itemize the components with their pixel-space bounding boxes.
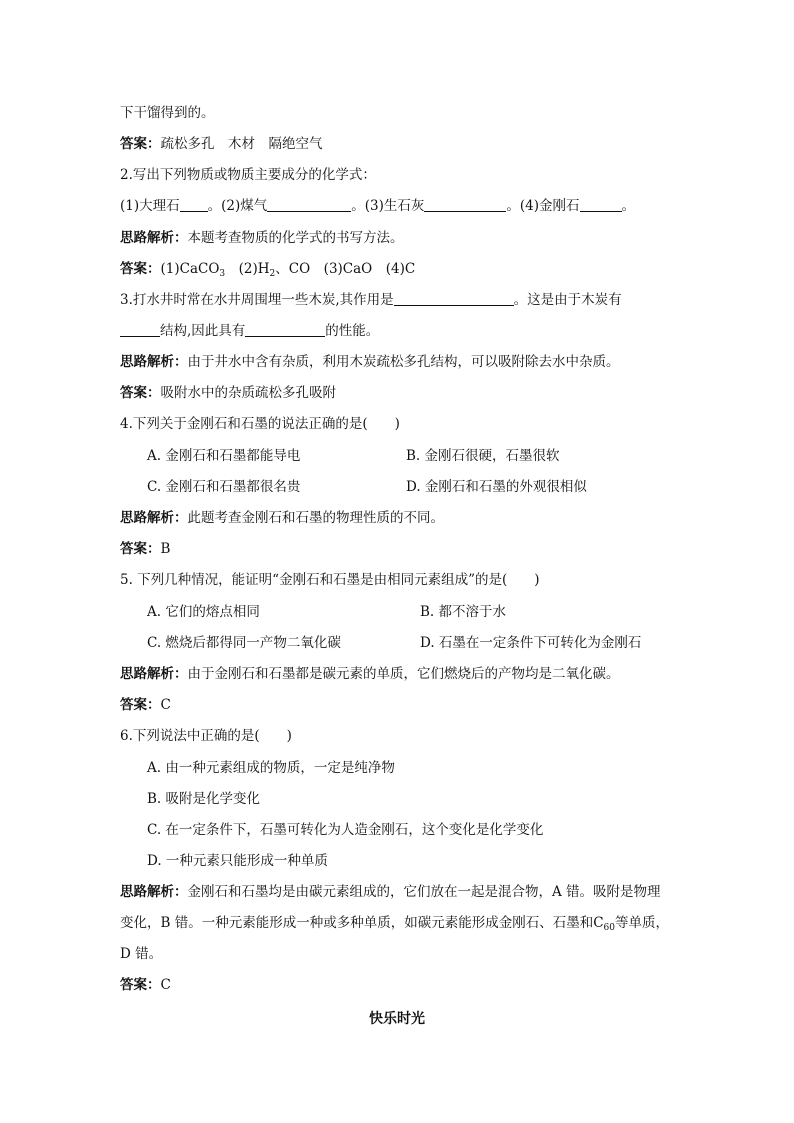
option-d bbox=[420, 633, 641, 653]
option-text: B. 金刚石很硬，石墨很软 bbox=[406, 448, 560, 464]
explanation-line-cont bbox=[120, 944, 162, 964]
answer-text: 疏松多孔 木材 隔绝空气 bbox=[160, 136, 323, 152]
explanation-label: 思路解析： bbox=[120, 510, 188, 526]
blank-prompt: 。(2)煤气 bbox=[207, 198, 268, 214]
question-3-cont bbox=[120, 321, 379, 341]
question-text: 。这是由于木炭有 bbox=[513, 292, 622, 308]
explanation-line bbox=[120, 664, 620, 684]
answer-text: (1)CaCO bbox=[160, 261, 220, 277]
answer-line bbox=[120, 134, 323, 154]
answer-text: 、CO (3)CaO (4)C bbox=[275, 261, 416, 277]
subscript: 60 bbox=[603, 923, 615, 933]
explanation-text: 此题考查金刚石和石墨的物理性质的不同。 bbox=[187, 510, 444, 526]
question-3 bbox=[120, 290, 622, 310]
question-text: 4.下列关于金刚石和石墨的说法正确的是( ) bbox=[120, 416, 400, 432]
fill-blank bbox=[267, 197, 351, 212]
question-text: 2.写出下列物质或物质主要成分的化学式： bbox=[120, 167, 376, 183]
option-a bbox=[147, 602, 260, 622]
fill-blank bbox=[120, 322, 160, 337]
explanation-text: 本题考查物质的化学式的书写方法。 bbox=[187, 230, 404, 246]
option-text: A. 金刚石和石墨都能导电 bbox=[147, 448, 301, 464]
question-text: 的性能。 bbox=[325, 323, 380, 339]
blank-prompt: (1)大理石 bbox=[120, 198, 180, 214]
answer-text: C bbox=[160, 697, 171, 713]
fill-blank bbox=[580, 197, 622, 212]
option-text: C. 金刚石和石墨都很名贵 bbox=[147, 479, 301, 495]
option-b bbox=[420, 602, 506, 622]
option-c bbox=[147, 820, 543, 840]
explanation-line bbox=[120, 882, 661, 902]
option-d bbox=[147, 851, 328, 871]
section-title: 快乐时光 bbox=[369, 1011, 425, 1027]
fill-blank bbox=[245, 322, 325, 337]
subscript: 2 bbox=[269, 269, 276, 279]
question-6 bbox=[120, 726, 292, 746]
option-c bbox=[147, 633, 341, 653]
explanation-label: 思路解析： bbox=[120, 666, 188, 682]
option-text: D. 石墨在一定条件下可转化为金刚石 bbox=[420, 635, 642, 651]
option-b bbox=[406, 446, 560, 466]
explanation-text: 由于金刚石和石墨都是碳元素的单质，它们燃烧后的产物均是二氧化碳。 bbox=[187, 666, 620, 682]
question-2-blanks bbox=[120, 196, 635, 216]
question-text: 5. 下列几种情况，能证明“金刚石和石墨是由相同元素组成”的是( ) bbox=[120, 572, 540, 588]
answer-label: 答案： bbox=[120, 261, 161, 277]
explanation-line bbox=[120, 352, 620, 372]
option-text: A. 由一种元素组成的物质，一定是纯净物 bbox=[147, 760, 395, 776]
text-line bbox=[120, 103, 215, 123]
option-d bbox=[406, 477, 587, 497]
fill-blank bbox=[180, 197, 208, 212]
answer-line bbox=[120, 383, 336, 403]
explanation-text: 等单质， bbox=[615, 915, 669, 931]
answer-line bbox=[120, 975, 171, 995]
fill-blank bbox=[424, 197, 506, 212]
blank-prompt: 。 bbox=[621, 198, 635, 214]
explanation-text: 由于井水中含有杂质，利用木炭疏松多孔结构，可以吸附除去水中杂质。 bbox=[187, 354, 620, 370]
question-text: 结构,因此具有 bbox=[160, 323, 246, 339]
subscript: 3 bbox=[219, 269, 226, 279]
option-a bbox=[147, 758, 395, 778]
answer-text: B bbox=[160, 541, 171, 557]
blank-prompt: 。(3)生石灰 bbox=[351, 198, 425, 214]
question-text: 3.打水井时常在水井周围埋一些木炭,其作用是 bbox=[120, 292, 394, 308]
answer-label: 答案： bbox=[120, 541, 161, 557]
explanation-label: 思路解析： bbox=[120, 354, 188, 370]
answer-text: 吸附水中的杂质疏松多孔吸附 bbox=[160, 385, 336, 401]
option-text: C. 燃烧后都得同一产物二氧化碳 bbox=[147, 635, 341, 651]
option-b bbox=[147, 789, 260, 809]
explanation-text: D 错。 bbox=[120, 946, 163, 962]
option-text: A. 它们的熔点相同 bbox=[147, 604, 260, 620]
answer-text: C bbox=[160, 977, 171, 993]
option-text: B. 吸附是化学变化 bbox=[147, 791, 261, 807]
blank-prompt: 。(4)金刚石 bbox=[506, 198, 580, 214]
explanation-label: 思路解析： bbox=[120, 884, 188, 900]
answer-line bbox=[120, 695, 171, 715]
question-5 bbox=[120, 570, 540, 590]
text: 下干馏得到的。 bbox=[120, 105, 215, 121]
option-text: D. 金刚石和石墨的外观很相似 bbox=[406, 479, 587, 495]
answer-line bbox=[120, 539, 170, 559]
fill-blank bbox=[394, 291, 514, 306]
question-4 bbox=[120, 414, 400, 434]
answer-label: 答案： bbox=[120, 697, 161, 713]
explanation-text: 变化，B 错。一种元素能形成一种或多种单质，如碳元素能形成金刚石、石墨和C bbox=[120, 915, 604, 931]
option-a bbox=[147, 446, 300, 466]
explanation-line-cont bbox=[120, 913, 669, 933]
answer-text: (2)H bbox=[238, 261, 270, 277]
explanation-line bbox=[120, 508, 444, 528]
option-text: D. 一种元素只能形成一种单质 bbox=[147, 853, 328, 869]
explanation-text: 金刚石和石墨均是由碳元素组成的，它们放在一起是混合物，A 错。吸附是物理 bbox=[187, 884, 661, 900]
option-text: C. 在一定条件下，石墨可转化为人造金刚石，这个变化是化学变化 bbox=[147, 822, 544, 838]
option-c bbox=[147, 477, 300, 497]
question-text: 6.下列说法中正确的是( ) bbox=[120, 728, 292, 744]
answer-label: 答案： bbox=[120, 385, 161, 401]
answer-label: 答案： bbox=[120, 977, 161, 993]
answer-label: 答案： bbox=[120, 136, 161, 152]
explanation-label: 思路解析： bbox=[120, 230, 188, 246]
question-2 bbox=[120, 165, 376, 185]
explanation-line bbox=[120, 228, 404, 248]
answer-line bbox=[120, 259, 415, 279]
option-text: B. 都不溶于水 bbox=[420, 604, 507, 620]
